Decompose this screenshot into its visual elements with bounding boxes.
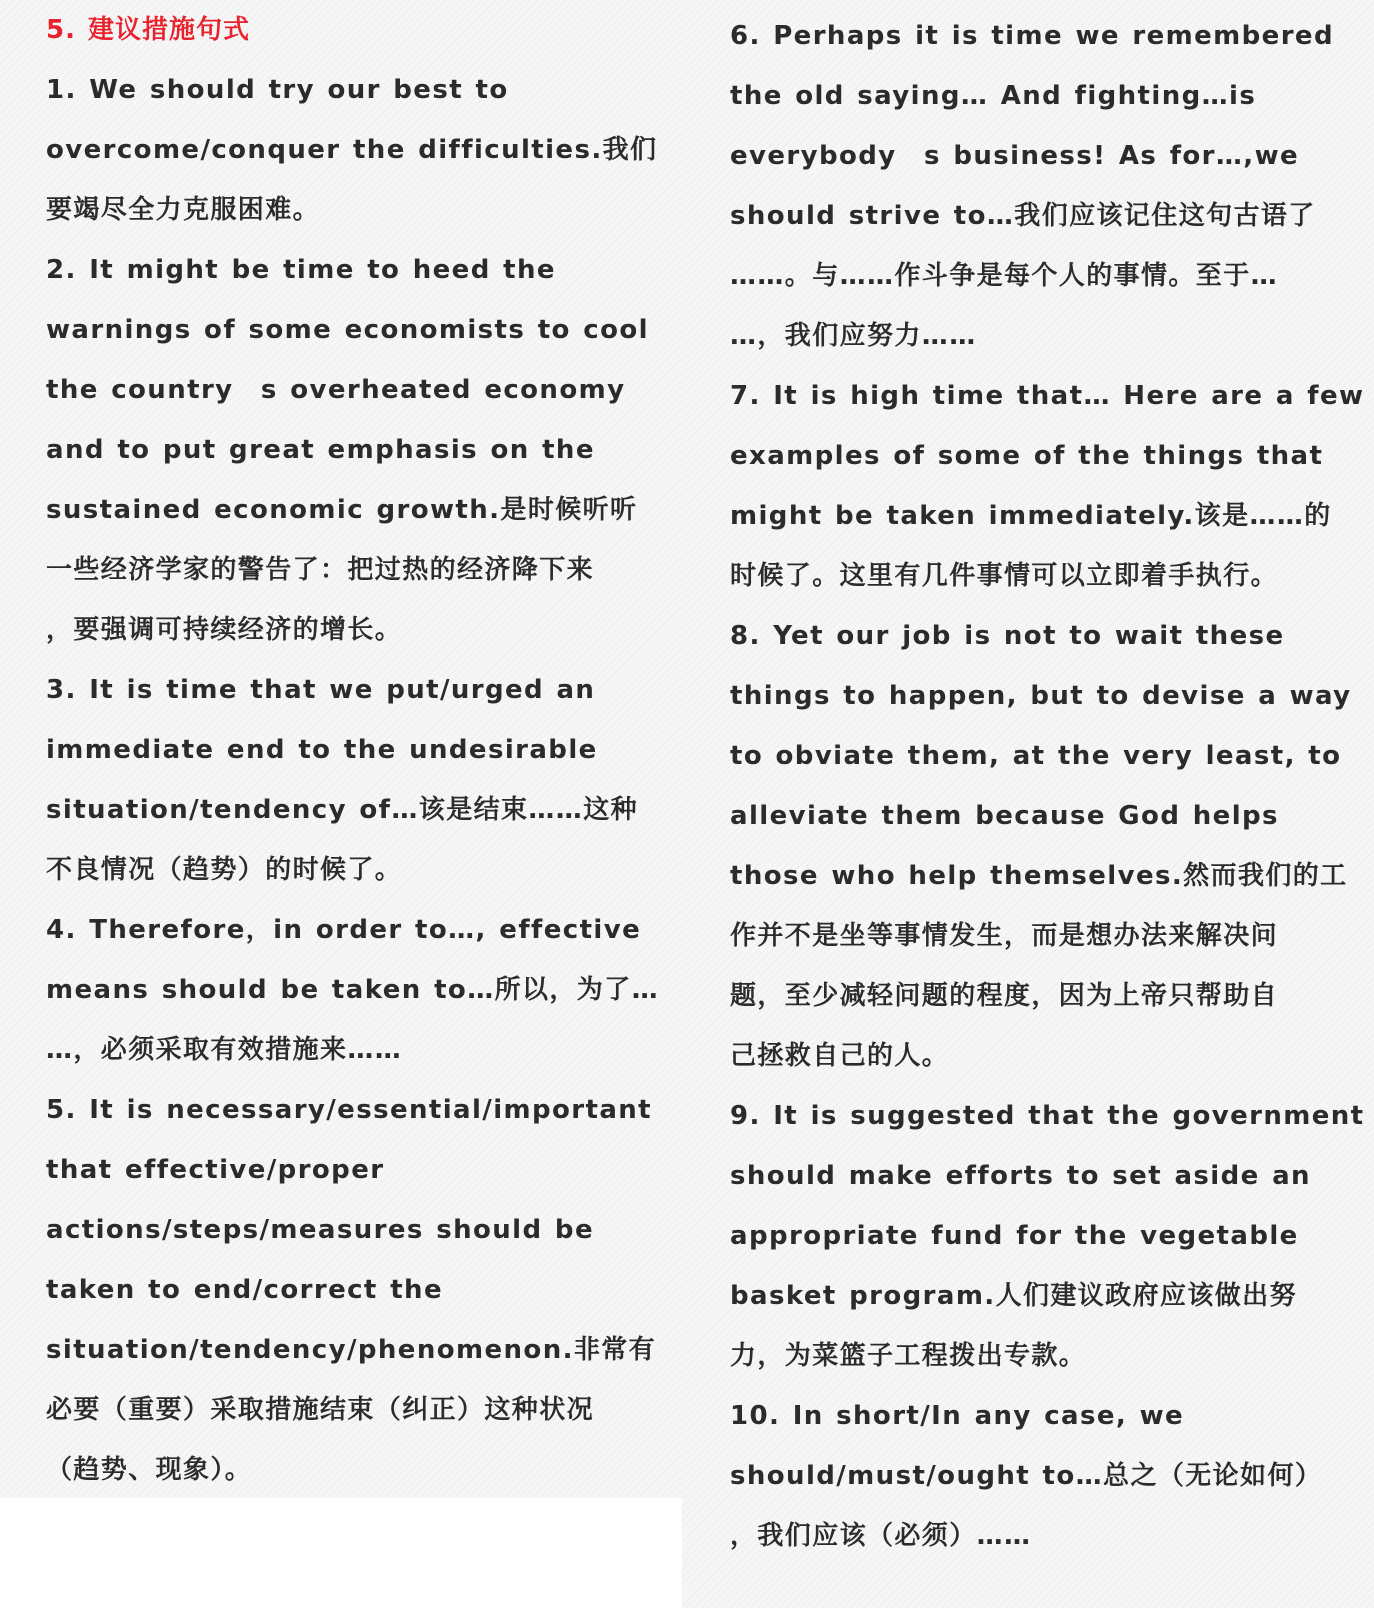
right-lines [730,6,1365,1566]
text-line: 作并不是坐等事情发生，而是想办法来解决问 [730,921,1279,951]
text-line: 要竭尽全力克服困难。 [46,195,321,225]
text-line: taken to end/correct the [46,1275,443,1305]
text-line: 4. Therefore，in order to…, effective [46,915,642,945]
text-line: actions/steps/measures should be [46,1215,594,1245]
text-line: 2. It might be time to heed the [46,255,556,285]
section-heading: 5. 建议措施句式 [46,15,251,45]
text-line: 9. It is suggested that the government [730,1101,1365,1131]
text-line: （趋势、现象）。 [46,1455,253,1485]
text-line: 不良情况（趋势）的时候了。 [46,855,403,885]
text-line: means should be taken to…所以，为了… [46,975,659,1005]
text-line: ……。与……作斗争是每个人的事情。至于… [730,261,1279,291]
text-line: alleviate them because God helps [730,801,1279,831]
text-line: 题，至少减轻问题的程度，因为上帝只帮助自 [730,981,1279,1011]
text-line: 3. It is time that we put/urged an [46,675,596,705]
text-line: appropriate fund for the vegetable [730,1221,1299,1251]
text-line: …，我们应努力…… [730,321,977,351]
text-line: those who help themselves.然而我们的工 [730,861,1348,891]
right-column [730,6,1365,1566]
text-line: things to happen, but to devise a way [730,681,1352,711]
text-line: 必要（重要）采取措施结束（纠正）这种状况 [46,1395,595,1425]
text-line: warnings of some economists to cool [46,315,649,345]
text-line: 8. Yet our job is not to wait these [730,621,1285,651]
text-line: ，我们应该（必须）…… [730,1521,1032,1551]
text-line: basket program.人们建议政府应该做出努 [730,1281,1297,1311]
text-line: immediate end to the undesirable [46,735,598,765]
text-line: 1. We should try our best to [46,75,509,105]
text-line: everybody s business! As for…,we [730,141,1300,171]
text-line: should make efforts to set aside an [730,1161,1311,1191]
text-line: 6. Perhaps it is time we remembered [730,21,1334,51]
text-line: might be taken immediately.该是……的 [730,501,1332,531]
text-line: 一些经济学家的警告了：把过热的经济降下来 [46,555,595,585]
text-line: should strive to…我们应该记住这句古语了 [730,201,1316,231]
text-line: ，要强调可持续经济的增长。 [46,615,403,645]
text-line: 7. It is high time that… Here are a few [730,381,1365,411]
left-column [46,0,682,1500]
text-line: the country s overheated economy [46,375,626,405]
left-lines [46,60,682,1500]
text-line: 5. It is necessary/essential/important [46,1095,652,1125]
text-line: …，必须采取有效措施来…… [46,1035,403,1065]
text-line: examples of some of the things that [730,441,1324,471]
text-line: overcome/conquer the difficulties.我们 [46,135,658,165]
text-line: sustained economic growth.是时候听听 [46,495,638,525]
text-line: that effective/proper [46,1155,385,1185]
text-line: 力，为菜篮子工程拨出专款。 [730,1341,1087,1371]
text-line: and to put great emphasis on the [46,435,595,465]
text-line: situation/tendency of…该是结束……这种 [46,795,638,825]
text-line: 时候了。这里有几件事情可以立即着手执行。 [730,561,1279,591]
text-line: should/must/ought to…总之（无论如何） [730,1461,1323,1491]
text-line: situation/tendency/phenomenon.非常有 [46,1335,657,1365]
text-line: 己拯救自己的人。 [730,1041,950,1071]
text-line: to obviate them, at the very least, to [730,741,1342,771]
text-line: the old saying… And fighting…is [730,81,1257,111]
text-line: 10. In short/In any case, we [730,1401,1185,1431]
